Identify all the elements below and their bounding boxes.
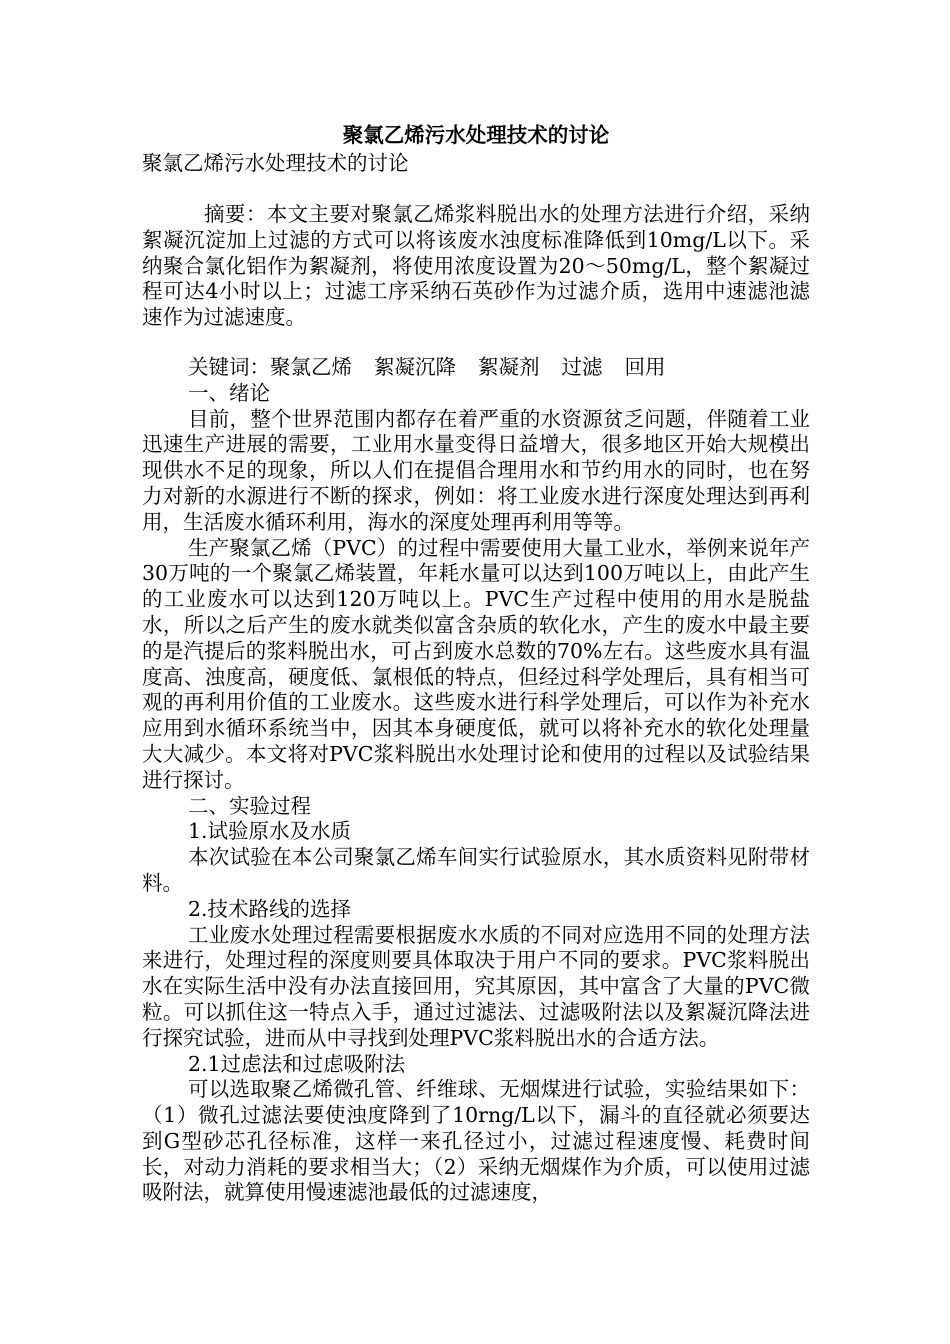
body-paragraph: 本次试验在本公司聚氯乙烯车间实行试验原水，其水质资料见附带材料。 (142, 845, 810, 895)
body-paragraph: 生产聚氯乙烯（PVC）的过程中需要使用大量工业水，举例来说年产30万吨的一个聚氯乙烯装置，年耗水量可以达到100万吨以上，由此产生的工业废水可以达到120万吨以上。PVC生产过程中使用的用水是脱盐水，所以之后产生的废水就类似富含杂质的软化水，产生的废水中最主要的是汽提后的浆料脱出水，可占到废水总数的70%左右。这些废水具有温度高、浊度高，硬度低、氯根低的特点，但经过科学处理后，具有相当可观的再利用价值的工业废水。这些废水进行科学处理后，可以作为补充水应用到水循环系统当中，因其本身硬度低，就可以将补充水的软化处理量大大减少。本文将对PVC浆料脱出水处理讨论和使用的过程以及试验结果进行探讨。 (142, 535, 810, 792)
keyword-item: 聚氯乙烯 (270, 354, 352, 379)
document-title: 聚氯乙烯污水处理技术的讨论 (342, 123, 610, 147)
keyword-item: 絮凝沉降 (374, 354, 456, 379)
body-paragraph: 可以选取聚乙烯微孔管、纤维球、无烟煤进行试验，实验结果如下：（1）微孔过滤法要使浊度降到了10rng/L以下，漏斗的直径就必须要达到G型砂芯孔径标准，这样一来孔径过小，过滤过程速度慢、耗费时间长，对动力消耗的要求相当大；（2）采纳无烟煤作为介质，可以使用过滤吸附法，就算使用慢速滤池最低的过滤速度， (142, 1077, 810, 1205)
body-paragraph: 目前，整个世界范围内都存在着严重的水资源贫乏问题，伴随着工业迅速生产进展的需要，工业用水量变得日益增大，很多地区开始大规模出现供水不足的现象，所以人们在提倡合理用水和节约用水的同时，也在努力对新的水源进行不断的探求，例如：将工业废水进行深度处理达到再利用，生活废水循环利用，海水的深度处理再利用等等。 (142, 406, 810, 534)
keyword-item: 回用 (624, 354, 666, 379)
keyword-item: 过滤 (561, 354, 603, 379)
section-heading: 二、实验过程 (188, 793, 311, 818)
abstract-paragraph: 摘要：本文主要对聚氯乙烯浆料脱出水的处理方法进行介绍，采纳絮凝沉淀加上过滤的方式可以将该废水浊度标准降低到10mg/L以下。采纳聚合氯化铝作为絮凝剂，将使用浓度设置为20～50mg/L，整个絮凝过程可达4小时以上；过滤工序采纳石英砂作为过滤介质，选用中速滤池滤速作为过滤速度。 (142, 202, 810, 330)
keywords-line (142, 355, 810, 381)
document-subtitle: 聚氯乙烯污水处理技术的讨论 (142, 151, 409, 175)
subsection-heading: 2.技术路线的选择 (188, 896, 352, 921)
subsection-heading: 2.1过虑法和过虑吸附法 (188, 1051, 406, 1076)
keywords-label: 关键词： (188, 354, 270, 379)
section-heading: 一、绪论 (188, 380, 270, 405)
document-body (142, 120, 810, 1206)
body-paragraph: 工业废水处理过程需要根据废水水质的不同对应选用不同的处理方法来进行，处理过程的深度则要具体取决于用户不同的要求。PVC浆料脱出水在实际生活中没有办法直接回用，究其原因，其中富含了大量的PVC微粒。可以抓住这一特点入手，通过过滤法、过滤吸附法以及絮凝沉降法进行探究试验，进而从中寻找到处理PVC浆料脱出水的合适方法。 (142, 922, 810, 1050)
subsection-heading: 1.试验原水及水质 (188, 819, 352, 844)
keyword-item: 絮凝剂 (478, 354, 540, 379)
